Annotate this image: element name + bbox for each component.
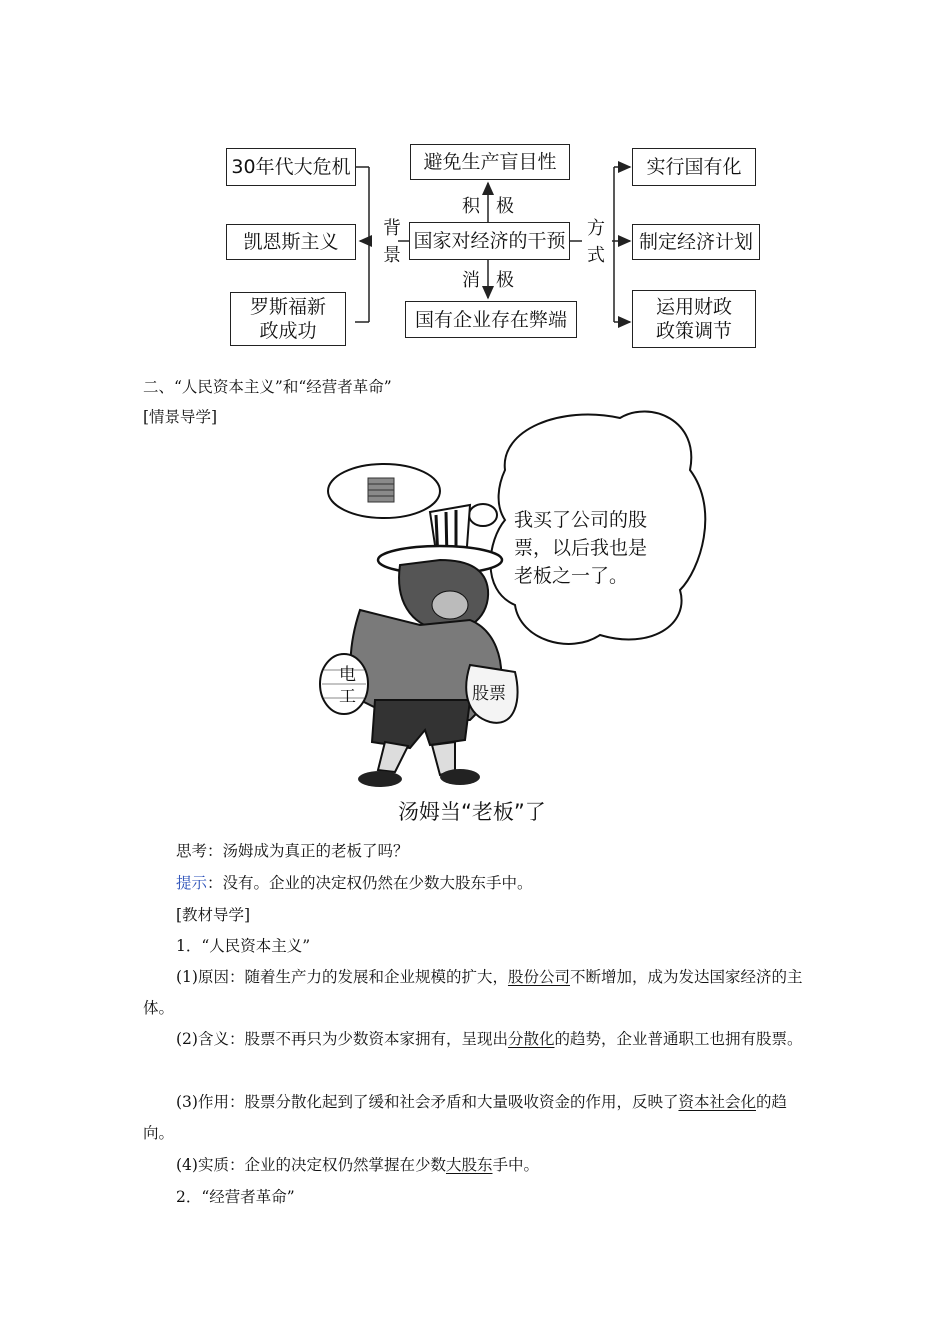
box-new-deal: 罗斯福新政成功	[230, 292, 346, 346]
p3-text-b: 的趋向。	[143, 1093, 787, 1142]
hint-text: ：没有。企业的决定权仍然在少数大股东手中。	[207, 874, 533, 892]
box-great-depression: 30年代大危机	[226, 148, 356, 186]
box-state-intervention: 国家对经济的干预	[409, 222, 570, 260]
p3-underline: 资本社会化	[678, 1093, 756, 1111]
p1-underline: 股份公司	[507, 968, 570, 986]
hint-label: 提示	[176, 874, 208, 892]
label-negative-1: 消	[462, 270, 480, 291]
bag-label-stock: 股票	[472, 684, 506, 704]
box-soe-drawbacks: 国有企业存在弊端	[405, 301, 577, 338]
box-fiscal-policy: 运用财政政策调节	[632, 290, 756, 348]
paragraph-effect	[143, 1087, 813, 1149]
p2-text-a: (2)含义：股票不再只为少数资本家拥有，呈现出	[176, 1030, 508, 1048]
situation-tag: [情景导学]	[143, 408, 218, 426]
speech-text: 我买了公司的股票，以后我也是老板之一了。	[514, 509, 648, 587]
label-positive-2: 极	[496, 196, 514, 217]
question: 思考：汤姆成为真正的老板了吗？	[176, 842, 409, 860]
paragraph-reason	[143, 962, 813, 1024]
section-title: 二、“人民资本主义”和“经营者革命”	[143, 378, 392, 396]
bag-label-electrician: 电工	[339, 665, 356, 707]
box-nationalization: 实行国有化	[632, 148, 756, 186]
label-method-1: 方	[587, 218, 605, 239]
paragraph-essence	[143, 1150, 813, 1181]
p4-text-b: 手中。	[492, 1156, 539, 1174]
box-economic-plan: 制定经济计划	[632, 224, 760, 260]
cartoon-caption: 汤姆当“老板”了	[398, 800, 546, 824]
label-background-2: 景	[383, 245, 401, 266]
textbook-tag: [教材导学]	[176, 906, 251, 924]
p2-text-b: 的趋势，企业普通职工也拥有股票。	[554, 1030, 803, 1048]
box-avoid-blindness: 避免生产盲目性	[410, 144, 570, 180]
label-positive-1: 积	[462, 196, 480, 217]
hint	[143, 868, 813, 899]
paragraph-meaning	[143, 1024, 813, 1055]
p4-text-a: (4)实质：企业的决定权仍然掌握在少数	[176, 1156, 446, 1174]
p4-underline: 大股东	[445, 1156, 493, 1174]
p1-text-b: 不断增加，成为发达国家经济的主体。	[143, 968, 803, 1017]
label-negative-2: 极	[496, 270, 514, 291]
item2-title: 2．“经营者革命”	[176, 1188, 295, 1206]
p1-text-a: (1)原因：随着生产力的发展和企业规模的扩大，	[176, 968, 508, 986]
p3-text-a: (3)作用：股票分散化起到了缓和社会矛盾和大量吸收资金的作用，反映了	[176, 1093, 679, 1111]
label-background-1: 背	[383, 218, 401, 239]
stock-papers-icon	[368, 478, 394, 502]
label-method-2: 式	[587, 245, 605, 266]
p2-underline: 分散化	[507, 1030, 555, 1048]
box-keynesianism: 凯恩斯主义	[226, 224, 356, 260]
item1-title: 1．“人民资本主义”	[176, 937, 311, 955]
